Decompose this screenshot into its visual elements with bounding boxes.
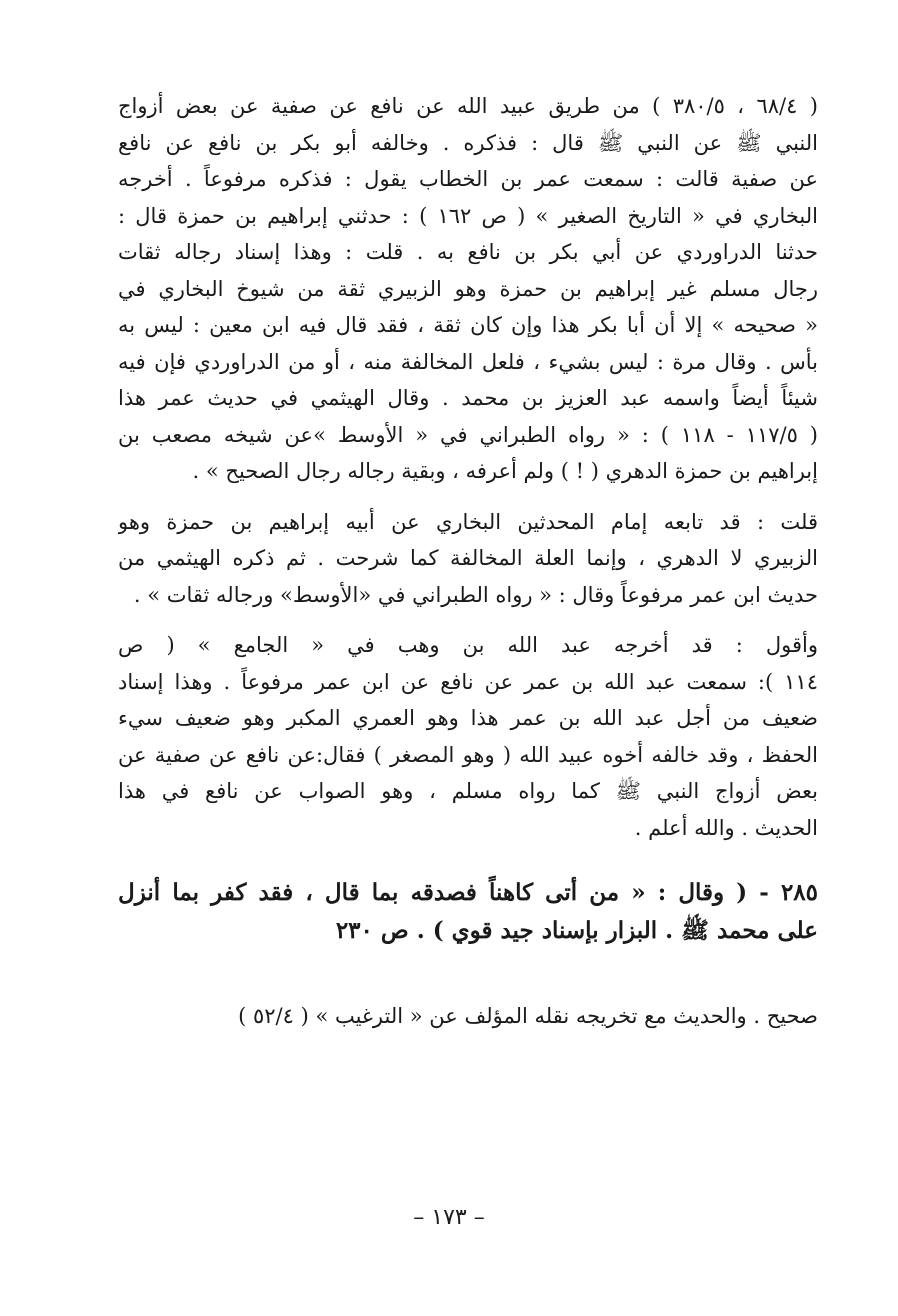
hadith-line: على محمد ﷺ . البزار بإسناد جيد قوي ) . ص ٢٣٠ [335,917,818,944]
paragraph-comment [118,504,818,614]
paragraph-takhrij [118,88,818,490]
text-line: الحفظ ، وقد خالفه أخوه عبيد الله ( وهو المصغر ) فقال:عن نافع عن صفية عن [118,742,818,767]
verdict [118,998,818,1034]
hadith-line: ٢٨٥ - ( وقال : « من أتى كاهناً فصدقه بما قال ، فقد كفر بما أنزل [118,879,818,906]
text-line: ١١٤ ): سمعت عبد الله بن عمر عن نافع عن ابن عمر مرفوعاً . وهذا إسناد [118,669,818,694]
page-body [118,88,818,1034]
hadith-285 [118,874,818,950]
text-line: ( ٦٨/٤ ، ٣٨٠/٥ ) من طريق عبيد الله عن نافع عن صفية عن بعض أزواج [118,94,818,118]
text-line: ضعيف من أجل عبد الله بن عمر هذا وهو العمري المكبر وهو ضعيف سيء [118,706,818,730]
text-line: الحديث . والله أعلم . [634,815,818,840]
text-line: وأقول : قد أخرجه عبد الله بن وهب في « الجامع » ( ص [118,633,818,657]
text-line: قلت : قد تابعه إمام المحدثين البخاري عن أبيه إبراهيم بن حمزة وهو [118,509,818,534]
verdict-line: صحيح . والحديث مع تخريجه نقله المؤلف عن « الترغيب » ( ٥٢/٤ ) [238,1004,818,1028]
text-line: رجال مسلم غير إبراهيم بن حمزة وهو الزبيري ثقة من شيوخ البخاري في [118,276,818,301]
text-line: إبراهيم بن حمزة الدهري ( ! ) ولم أعرفه ، وبقية رجاله رجال الصحيح » . [192,459,818,483]
text-line: « صحيحه » إلا أن أبا بكر هذا وإن كان ثقة ، فقد قال فيه ابن معين : ليس به [118,313,818,337]
text-line: البخاري في « التاريخ الصغير » ( ص ١٦٢ ) : حدثني إبراهيم بن حمزة قال : [118,203,818,228]
text-line: النبي ﷺ عن النبي ﷺ قال : فذكره . وخالفه أبو بكر بن نافع عن نافع [118,130,818,155]
text-line: ( ١١٧/٥ - ١١٨ ) : « رواه الطبراني في « الأوسط »عن شيخه مصعب بن [118,422,818,447]
text-line: الزبيري لا الدهري ، وإنما العلة المخالفة كما شرحت . ثم ذكره الهيثمي من [118,546,818,570]
text-line: بعض أزواج النبي ﷺ كما رواه مسلم ، وهو الصواب عن نافع في هذا [118,779,818,803]
text-line: شيئاً أيضاً واسمه عبد العزيز بن محمد . وقال الهيثمي في حديث عمر هذا [118,386,818,410]
text-line: حدثنا الدراوردي عن أبي بكر بن نافع به . قلت : وهذا إسناد رجاله ثقات [118,240,818,264]
text-line: عن صفية قالت : سمعت عمر بن الخطاب يقول : فذكره مرفوعاً . أخرجه [118,167,818,191]
page-number: – ١٧٣ – [413,1205,485,1230]
text-line: بأس . وقال مرة : ليس بشيء ، فلعل المخالفة منه ، أو من الدراوردي فإن فيه [118,349,818,374]
paragraph-addendum [118,627,818,846]
text-line: حديث ابن عمر مرفوعاً وقال : « رواه الطبراني في «الأوسط» ورجاله ثقات » . [133,582,818,607]
